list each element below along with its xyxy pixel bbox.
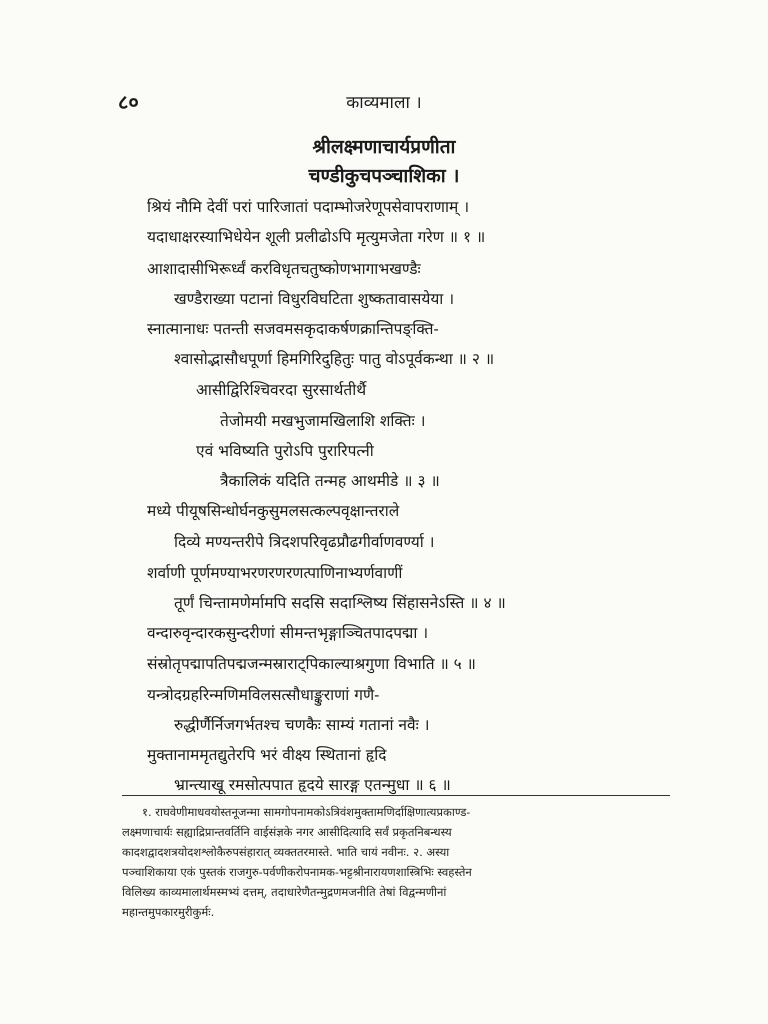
verse-line: श्वासोद्भासौधपूर्णा हिमगिरिदुहितुः पातु वोऽपूर्वकन्था ॥ २ ॥ xyxy=(174,350,495,368)
verse-line: भ्रान्त्याखू रमसोत्पपात हृदये सारङ्ग एतन्मुधा ॥ ६ ॥ xyxy=(174,776,451,794)
footnote-rule xyxy=(122,795,670,796)
verse-line: एवं भविष्यति पुरोऽपि पुरारिपत्नी xyxy=(196,442,374,460)
verse-line: तेजोमयी मखभुजामखिलाशि शक्तिः । xyxy=(220,412,426,430)
verse-line: आसीद्विरिश्चिवरदा सुरसार्थतीर्थै xyxy=(196,381,367,399)
verse-line: आशादासीभिरूर्ध्वं करविधृतचतुष्कोणभागाभखण्डैः xyxy=(147,260,421,278)
verse-line: स्नात्मानाधः पतन्ती सजवमसकृदाकर्षणक्रान्तिपङ्क्ति- xyxy=(147,320,439,338)
verse-line: त्रैकालिकं यदिति तन्मह आथमीडे ॥ ३ ॥ xyxy=(220,472,440,490)
verse-line: यन्त्रोदग्रहरिन्मणिमविलसत्सौधाङ्कुराणां गणै- xyxy=(147,686,380,704)
footnote-line: महान्तमुपकारमुरीकुर्मः. xyxy=(122,905,215,919)
verse-line: रुद्धीर्णैर्निजगर्भतश्च चणकैः साम्यं गतानां नवैः । xyxy=(174,716,430,734)
footnote-line: लक्ष्मणाचार्यः सह्याद्रिप्रान्तवर्तिनि वाईसंज्ञके नगर आसीदित्यादि सर्वं प्रकृतनिबन्धस्य xyxy=(122,825,452,839)
verse-line: यदाधाक्षरस्याभिधेयेन शूली प्रलीढोऽपि मृत्युमजेता गरेण ॥ १ ॥ xyxy=(147,228,486,246)
verse-line: मुक्तानाममृतद्युतेरपि भरं वीक्ष्य स्थितानां हृदि xyxy=(147,746,387,764)
footnote-line: १. राघवेणीमाधवयोस्तनूजन्मा सामगोपनामकोऽत्रिवंशमुक्तामणिर्दाक्षिणात्यप्रकाण्ड- xyxy=(142,805,471,819)
verse-line: श्रियं नौमि देवीं परां पारिजातां पदाम्भोजरेणूपसेवापराणाम् । xyxy=(147,198,470,216)
running-title: काव्यमाला । xyxy=(346,93,422,113)
footnote-line: पञ्चाशिकाया एकं पुस्तकं राजगुरु-पर्वणीकरोपनामक-भट्टश्रीनारायणशास्त्रिभिः स्वहस्तेन xyxy=(122,865,472,879)
footnote-line: कादशद्वादशत्रयोदशश्लोकैरुपसंहारात् व्यक्ततरमास्ते. भाति चायं नवीनः. २. अस्या xyxy=(122,845,450,859)
verse-line: दिव्ये मण्यन्तरीपे त्रिदशपरिवृढप्रौढगीर्वाणवर्ण्या । xyxy=(174,533,435,551)
verse-line: तूर्णं चिन्तामणेर्मामपि सदसि सदाश्लिष्य सिंहासनेऽस्ति ॥ ४ ॥ xyxy=(174,594,506,612)
footnote-line: विलिख्य काव्यमालार्थमस्मभ्यं दत्तम्, तदाधारेणैतन्मुद्रणमजनीति तेषां विद्वन्मणीनां xyxy=(122,885,447,899)
page-number: ८० xyxy=(118,90,139,114)
verse-line: शर्वाणी पूर्णमण्याभरणरणरणत्पाणिनाभ्यर्णवाणीं xyxy=(147,564,403,582)
verse-line: संस्रोतृपद्मापतिपद्मजन्मस्राराट्पिकाल्याश्रगुणा विभाति ॥ ५ ॥ xyxy=(147,655,476,673)
verse-line: मध्ये पीयूषसिन्धोर्घनकुसुमलसत्कल्पवृक्षान्तराले xyxy=(147,502,400,520)
work-title-author: श्रीलक्ष्मणाचार्यप्रणीता xyxy=(312,136,456,158)
verse-line: खण्डैराख्या पटानां विधुरविघटिता शुष्कतावासयेया । xyxy=(174,290,455,308)
work-title: चण्डीकुचपञ्चाशिका । xyxy=(308,165,460,187)
verse-line: वन्दारुवृन्दारकसुन्दरीणां सीमन्तभृङ्गाञ्चितपादपद्मा । xyxy=(147,624,429,642)
